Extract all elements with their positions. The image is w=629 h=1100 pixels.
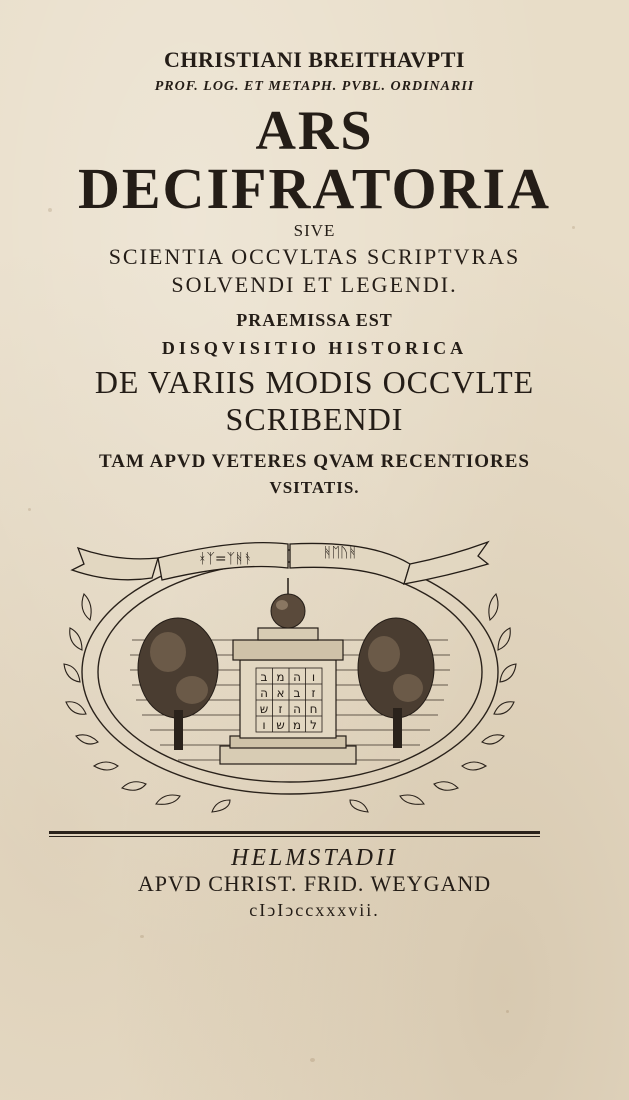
subtitle-line1: SCIENTIA OCCVLTAS SCRIPTVRAS xyxy=(108,244,521,269)
cipher-grid-cell: ש xyxy=(276,718,285,732)
imprint-year: cIↄIↄccxxxvii. xyxy=(249,900,380,920)
banner-text-right: ᚻᛖᚢᚻ xyxy=(323,545,357,561)
cipher-grid-cell: ז xyxy=(278,702,283,716)
subtitle-line2: SOLVENDI ET LEGENDI. xyxy=(171,272,458,297)
banner-text-left: ᚼᛉ=ᛉᚻᚬ xyxy=(198,551,252,567)
main-title-line1: ARS xyxy=(255,100,374,162)
cipher-grid-cell: מ xyxy=(276,670,285,684)
usitatis-line: VSITATIS. xyxy=(269,478,360,497)
cipher-grid-cell: ו xyxy=(262,718,266,732)
tree-icon xyxy=(358,618,434,748)
double-rule-thin xyxy=(49,836,540,837)
cipher-grid-cell: ה xyxy=(293,702,301,716)
cipher-grid-cell: ה xyxy=(293,670,301,684)
monument-icon xyxy=(220,628,356,764)
globe-icon xyxy=(271,578,305,628)
cipher-grid-cell: ו xyxy=(311,670,316,684)
cipher-grid-cell: א xyxy=(276,686,285,700)
cipher-grid-cell: ב xyxy=(293,686,301,700)
cipher-grid-cell: ה xyxy=(260,686,268,700)
de-variis-line: DE VARIIS MODIS OCCVLTE xyxy=(94,364,535,400)
cipher-grid-cell: ב xyxy=(260,670,268,684)
imprint-publisher: APVD CHRIST. FRID. WEYGAND xyxy=(137,871,492,896)
tam-apud-line: TAM APVD VETERES QVAM RECENTIORES xyxy=(98,451,531,472)
cipher-grid-cell: ח xyxy=(309,702,318,716)
double-rule-thick xyxy=(49,831,540,834)
cipher-grid-cell: ל xyxy=(310,718,317,732)
imprint-place: HELMSTADII xyxy=(231,845,398,871)
cipher-grid-cell: ז xyxy=(311,686,316,700)
ribbon-banner-icon xyxy=(72,542,488,584)
author-position: PROF. LOG. ET METAPH. PVBL. ORDINARII xyxy=(154,79,475,94)
sive-word: SIVE xyxy=(293,221,336,240)
scribendi-line: SCRIBENDI xyxy=(225,401,404,437)
main-title-line2: DECIFRATORIA xyxy=(77,156,552,221)
praemissa-line: PRAEMISSA EST xyxy=(236,310,393,330)
disquisitio-line: DISQVISITIO HISTORICA xyxy=(161,338,468,358)
cipher-grid-cell: ש xyxy=(259,702,269,716)
cipher-grid-cell: מ xyxy=(292,718,302,732)
author-name: CHRISTIANI BREITHAVPTI xyxy=(164,47,465,72)
